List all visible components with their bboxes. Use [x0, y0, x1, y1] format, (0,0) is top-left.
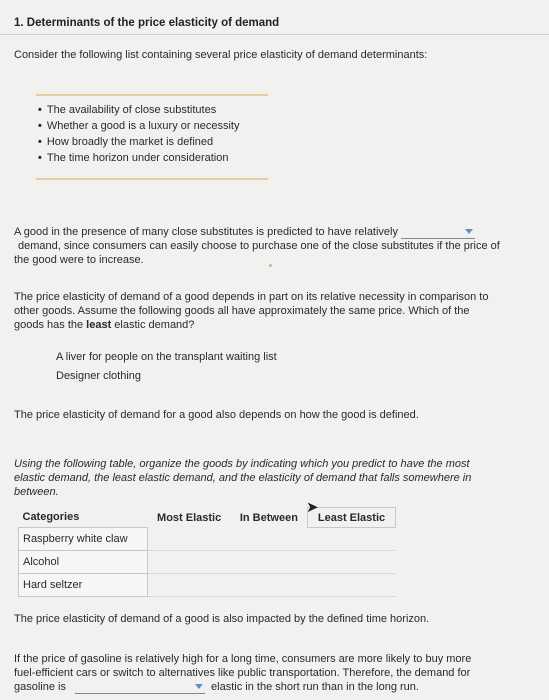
chevron-down-icon [195, 684, 203, 689]
q1-paragraph [14, 225, 549, 267]
q3-instr-line3: between. [14, 486, 59, 498]
decorative-dot [269, 264, 272, 267]
list-item: • How broadly the market is defined [38, 134, 268, 150]
header-categories: Categories [22, 511, 80, 524]
drop-cell[interactable] [308, 528, 396, 551]
goods-options [56, 348, 277, 386]
table-row [19, 574, 396, 597]
table-header-row [19, 508, 396, 528]
q3-text: The price elasticity of demand for a good also depends on how the good is defined. [14, 409, 419, 421]
q4-line3 [14, 680, 549, 694]
q4-text: The price elasticity of demand of a good is also impacted by the defined time horizon. [14, 613, 430, 625]
q2-line2: other goods. Assume the following goods all have approximately the same price. Which of the [14, 305, 470, 317]
list-item: • The availability of close substitutes [38, 102, 268, 118]
list-item: • Whether a good is a luxury or necessity [38, 118, 268, 134]
q4-line2: fuel-efficient cars or switch to alternatives like public transportation. Therefore, the demand for [14, 667, 471, 679]
draggable-item[interactable]: Hard seltzer [19, 574, 148, 597]
q2-line3-post: elastic demand? [111, 319, 195, 331]
header-in-between: In Between [239, 511, 298, 524]
q4-paragraph [14, 652, 549, 694]
determinants-list [36, 96, 268, 166]
header-least-elastic: Least Elastic [308, 508, 396, 528]
drop-cell[interactable] [231, 528, 308, 551]
q1-line1: A good in the presence of many close substitutes is predicted to have relatively [14, 226, 398, 238]
header-most-elastic: Most Elastic [157, 511, 222, 524]
table-row [19, 551, 396, 574]
q3-instr-line1: Using the following table, organize the goods by indicating which you predict to have the most [14, 458, 470, 470]
categorization-table [18, 507, 396, 597]
q2-line1: The price elasticity of demand of a good depends in part on its relative necessity in comparison to [14, 291, 489, 303]
drop-cell[interactable] [308, 574, 396, 597]
intro-text: Consider the following list containing several price elasticity of demand determinants: [14, 49, 428, 61]
q3-instr-line2: elastic demand, the least elastic demand, and the elasticity of demand that falls somewhere in [14, 472, 472, 484]
mouse-pointer-icon: ➤ [306, 499, 319, 516]
draggable-item[interactable]: Alcohol [19, 551, 148, 574]
draggable-item[interactable]: Raspberry white claw [19, 528, 148, 551]
drop-cell[interactable] [231, 551, 308, 574]
q1-line2: demand, since consumers can easily choose to purchase one of the close substitutes if the price of [18, 240, 500, 252]
option-liver[interactable]: A liver for people on the transplant waiting list [56, 351, 277, 363]
chevron-down-icon [465, 229, 473, 234]
list-item: • The time horizon under consideration [38, 150, 268, 166]
q1-line3: the good were to increase. [14, 254, 144, 266]
drop-cell[interactable] [231, 574, 308, 597]
q2-paragraph [14, 290, 549, 332]
section-title: 1. Determinants of the price elasticity of demand [14, 17, 280, 29]
table-row [19, 528, 396, 551]
q1-dropdown[interactable] [401, 226, 475, 239]
q4-line3-post: elastic in the short run than in the long run. [211, 681, 419, 693]
drop-cell[interactable] [148, 574, 231, 597]
q4-line3-pre: gasoline is [14, 681, 66, 693]
determinants-box [36, 94, 268, 180]
q4-line1: If the price of gasoline is relatively high for a long time, consumers are more likely to buy more [14, 653, 472, 665]
drop-cell[interactable] [308, 551, 396, 574]
q2-bold-word: least [86, 319, 112, 331]
divider [0, 34, 549, 35]
q3-instructions [14, 457, 549, 499]
q4-dropdown[interactable] [75, 681, 205, 694]
q2-line3 [14, 318, 549, 332]
drop-cell[interactable] [148, 551, 231, 574]
option-designer-clothing[interactable]: Designer clothing [56, 370, 141, 382]
q2-line3-pre: goods has the [14, 319, 87, 331]
drop-cell[interactable] [148, 528, 231, 551]
